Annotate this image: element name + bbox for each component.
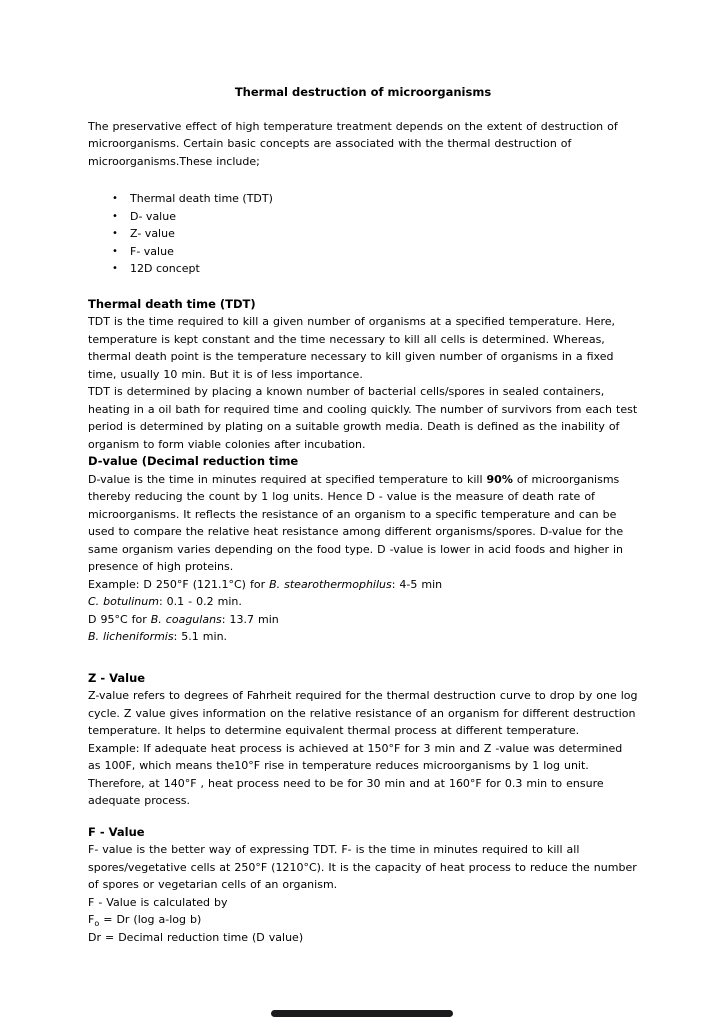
section-heading-f-value: F - Value (88, 824, 145, 839)
list-item-label: 12D concept (130, 262, 200, 275)
z-value-paragraph-2: Example: If adequate heat process is achieved at 150°F for 3 min and Z -value was determined as 100F, which means the10°F rise in temperature reduces microorganisms by 1 log unit. Therefore, at 140°F , heat process need to be for 30 min and at 160°F for 0.3 min to ensure adequate process. (88, 741, 623, 807)
d-value-example-line: D 95°C for B. coagulans: 13.7 min (88, 612, 279, 626)
list-item (112, 243, 638, 261)
list-item-label: Thermal death time (TDT) (130, 192, 273, 205)
species-name: B. stearothermophilus (269, 577, 392, 591)
section-heading-z-value: Z - Value (88, 670, 146, 685)
section-d-value (88, 453, 638, 646)
bullet-icon: • (112, 228, 118, 239)
section-z-value (88, 670, 638, 810)
concepts-list (112, 190, 638, 278)
bullet-icon: • (112, 263, 118, 274)
bullet-icon: • (112, 193, 118, 204)
section-f-value (88, 824, 638, 947)
list-item (112, 190, 638, 208)
bullet-icon: • (112, 245, 118, 257)
d-value-paragraph: D-value is the time in minutes required at specified temperature to kill 90% of microorganisms thereby reducing the count by 1 log units. Hence D - value is the measure of death rate of microorganisms. It reflects the resistance of an organism to a specific temperature and can be used to compare the relative heat resistance among different organisms/spores. D-value for the same organism varies depending on the food type. D -value is lower in acid foods and higher in presence of high proteins. (88, 472, 624, 573)
z-value-paragraph-1: Z-value refers to degrees of Fahrheit required for the thermal destruction curve to drop by one log cycle. Z value gives information on the relative resistance of an organism for different destruction temperature. It helps to determine equivalent thermal process at different temperature. (88, 689, 638, 737)
species-name: B. licheniformis (88, 630, 174, 643)
d-value-example-line: C. botulinum: 0.1 - 0.2 min. (88, 595, 242, 608)
list-item (112, 260, 638, 278)
f-value-dr-line: Dr = Decimal reduction time (D value) (88, 930, 304, 944)
species-name: C. botulinum (88, 595, 159, 608)
section-heading-d-value: D-value (Decimal reduction time (88, 454, 299, 468)
list-item-label: Z- value (130, 227, 175, 240)
section-heading-tdt: Thermal death time (TDT) (88, 296, 256, 311)
list-item-label: D- value (130, 209, 176, 223)
document-title: Thermal destruction of microorganisms (234, 85, 492, 99)
bullet-icon: • (112, 210, 118, 222)
list-item (112, 225, 638, 243)
tdt-paragraph-1: TDT is the time required to kill a given number of organisms at a specified temperature. Here, temperature is kept constant and the time necessary to kill all cells is determined. Whereas, thermal death point is the temperature necessary to kill given number of organisms in a fixed time, usually 10 min. But it is of less importance. (88, 315, 616, 381)
d-value-example-line: Example: D 250°F (121.1°C) for B. stearothermophilus: 4-5 min (88, 577, 443, 591)
list-item (112, 208, 638, 226)
f-value-calc-line: F - Value is calculated by (88, 895, 228, 909)
formula-subscript: o (94, 919, 100, 929)
f-value-paragraph: F- value is the better way of expressing TDT. F- is the time in minutes required to kill all spores/vegetative cells at 250°F (1210°C). It is the capacity of heat process to reduce the number of spores or vegetarian cells of an organism. (88, 843, 637, 891)
d-value-example-line: B. licheniformis: 5.1 min. (88, 630, 228, 643)
intro-paragraph: The preservative effect of high temperature treatment depends on the extent of destruction of microorganisms. Certain basic concepts are associated with the thermal destruction of microorganisms.These include; (88, 119, 618, 168)
section-thermal-death-time (88, 296, 638, 454)
bold-90-percent: 90% (486, 472, 513, 486)
f-value-formula: $F_o = Dr$ (log a-log b) (88, 913, 202, 929)
list-item-label: F- value (130, 244, 174, 258)
home-indicator-bar[interactable] (271, 1010, 453, 1017)
tdt-paragraph-2: TDT is determined by placing a known number of bacterial cells/spores in sealed containers, heating in a oil bath for required time and cooling quickly. The number of survivors from each test period is determined by plating on a suitable growth media. Death is defined as the inability of organism to form viable colonies after incubation. (88, 385, 638, 451)
species-name: B. coagulans (150, 612, 222, 626)
